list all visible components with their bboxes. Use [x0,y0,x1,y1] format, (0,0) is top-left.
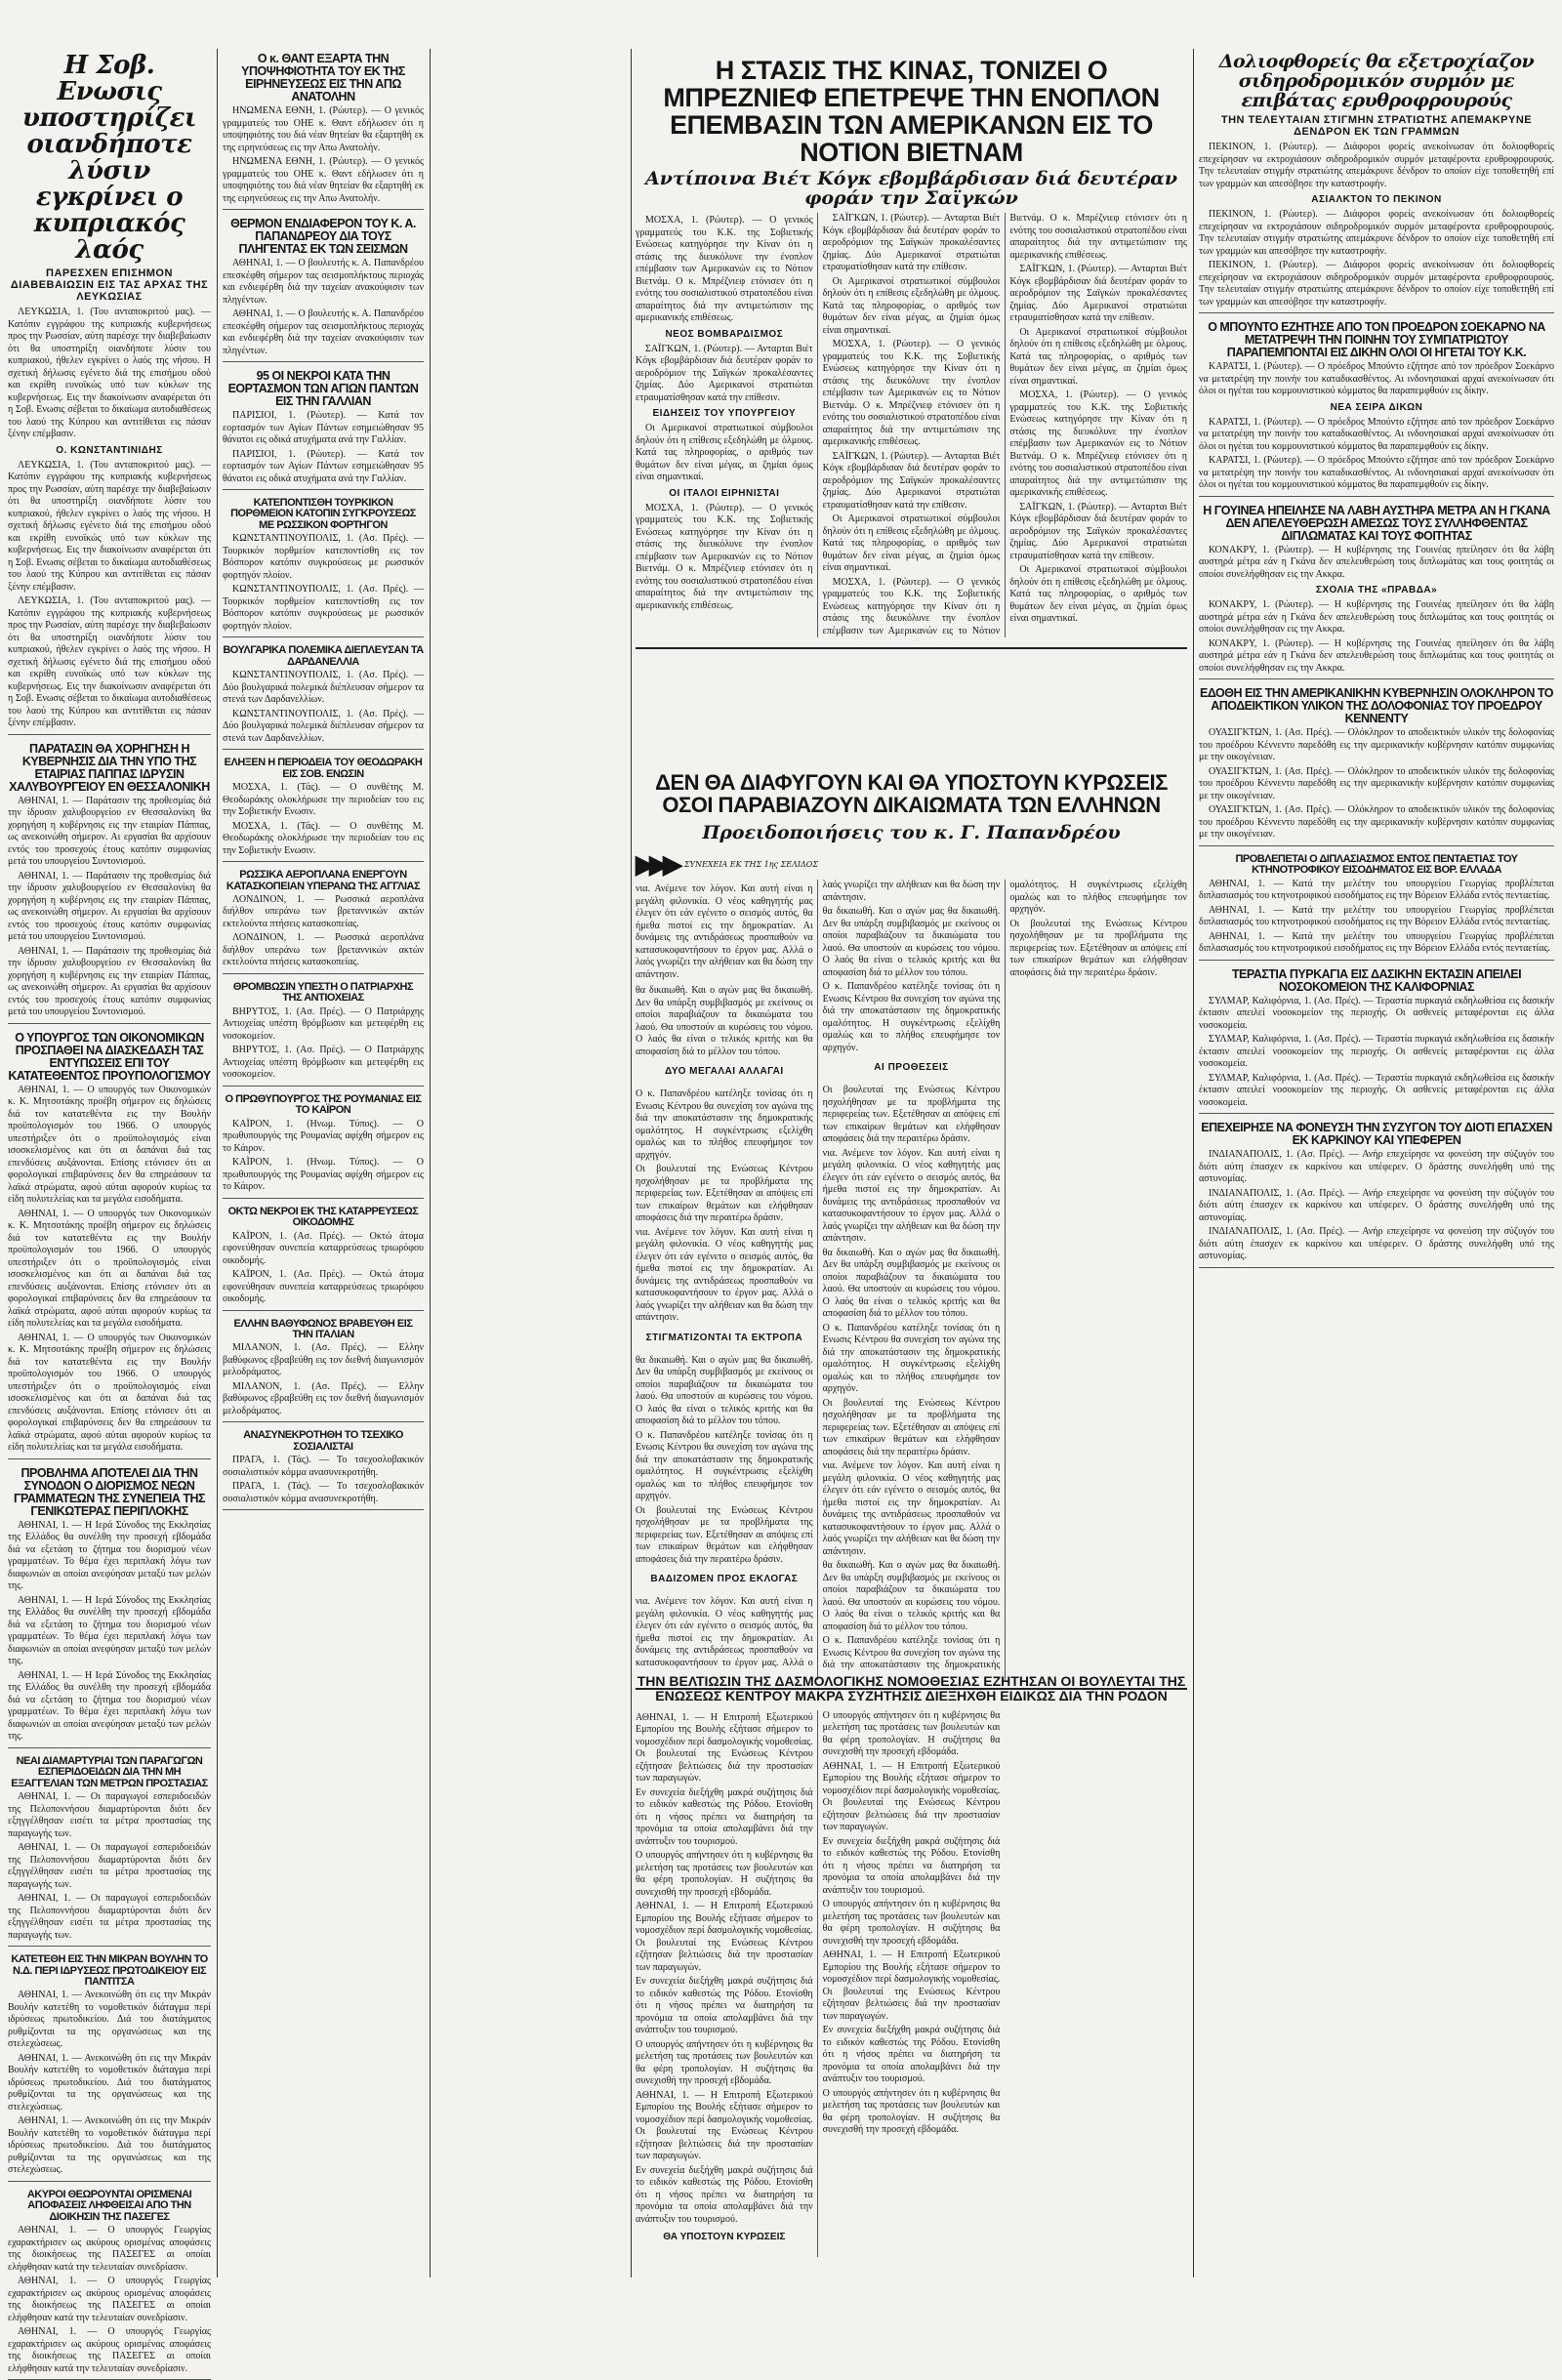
article-body: νια. Ανέμενε τον λόγον. Και αυτή είναι η μεγάλη φιλονικία. Ο νέος καθηγητής μας έλεγεν ότι εάν εγένετο ο σεισμός αυτός, θα ήμεθα πιστοί εις την δημοκρατίαν. Αι δυνάμεις της αντιδράσεως προσπαθούν να κατασυκοφαντήσουν το έργον μας. Αλλά ο λαός γνωρίζει την αλήθειαν και θα δώση την απάντησιν. [636,883,813,980]
article [223,1092,424,1199]
article-body: ΜΟΣΧΑ, 1. (Ρώυτερ). — Ο γενικός γραμματεύς του Κ.Κ. της Σοβιετικής Ενώσεως κατηγόρησε την Κίναν ότι η στάσις της διευκόλυνε την ένοπλον επέμβασιν των Αμερικανών εις το Νότιον Βιετνάμ. Ο κ. Μπρέζνιεφ ετόνισεν ότι η ενότης του σοσιαλιστικού στρατοπέδου είναι απαραίτητος διά την αντιμετώπισιν της αμερικανικής επιθέσεως. [636,502,813,611]
article [223,1205,424,1311]
article-body: Οι βουλευταί της Ενώσεως Κέντρου ησχολήθησαν με τα προβλήματα της περιφερείας των. Εξετέθησαν αι απόψεις επί των επικαίρων θεμάτων και ελήφθησαν αποφάσεις διά την περαιτέρω δράσιν. [822,1085,1001,1145]
column-1 [8,51,211,2374]
article-body: ΑΘΗΝΑΙ, 1. — Κατά την μελέτην του υπουργείου Γεωργίας προβλέπεται διπλασιασμός του κτηνοτροφικού εισοδήματος εις την Βόρειον Ελλάδα εντός πενταετίας. [1199,930,1554,955]
article [8,2188,211,2380]
article [1199,852,1554,961]
column-rule [430,49,431,2277]
section-kicker: ΝΕΑ ΣΕΙΡΑ ΔΙΚΩΝ [1330,401,1423,413]
article-headline: Ο ΠΡΩΘΥΠΟΥΡΓΟΣ ΤΗΣ ΡΟΥΜΑΝΙΑΣ ΕΙΣ ΤΟ ΚΑΪΡΟΝ [225,1092,422,1117]
section-kicker: ΘΑ ΥΠΟΣΤΟΥΝ ΚΥΡΩΣΕΙΣ [663,2232,786,2243]
article-body: ΜΙΛΑΝΟΝ, 1. (Ασ. Πρές). — Ελλην βαθύφωνος εβραβεύθη εις τον διεθνή διαγωνισμόν μελοδράματος. [223,1380,424,1416]
article-headline: ΕΠΕΧΕΙΡΗΣΕ ΝΑ ΦΟΝΕΥΣΗ ΤΗΝ ΣΥΖΥΓΟΝ ΤΟΥ ΔΙΟΤΙ ΕΠΑΣΧΕΝ ΕΚ ΚΑΡΚΙΝΟΥ ΚΑΙ ΥΠΕΦΕΡΕΝ [1201,1121,1552,1148]
article [8,1465,211,1748]
article-body: ΗΝΩΜΕΝΑ ΕΘΝΗ, 1. (Ρώυτερ). — Ο γενικός γραμματεύς του ΟΗΕ κ. Θαντ εδήλωσεν ότι η υποψηφιότης του διά νέαν θητείαν θα εξαρτηθή εκ της ειρηνεύσεως εις την Απω Ανατολήν. [223,156,424,204]
article-body: Ο κ. Παπανδρέου κατέληξε τονίσας ότι η Ενωσις Κέντρου θα συνεχίση τον αγώνα της διά την αποκατάστασιν της δημοκρατικής ομαλότητος. Η συγκέντρωσις εξελίχθη ομαλώς και το πλήθος επευφήμησε τον αρχηγόν. [822,880,1187,1671]
article-body: ΑΘΗΝΑΙ, 1. — Ο υπουργός Γεωργίας εχαρακτήρισεν ως ακύρους ορισμένας αποφάσεις της διοικήσεως της ΠΑΣΕΓΕΣ αι οποίαι ελήφθησαν κατά την τελευταίαν συνεδρίασιν. [8,2225,211,2273]
section-kicker: ΣΧΟΛΙΑ ΤΗΣ «ΠΡΑΒΔΑ» [1315,585,1438,596]
article-body: ΑΘΗΝΑΙ, 1. — Η Επιτροπή Εξωτερικού Εμπορίου της Βουλής εξήτασε σήμερον το νομοσχέδιον περί δασμολογικής νομοθεσίας. Οι βουλευταί της Ενώσεως Κέντρου εζήτησαν βελτιώσεις διά την προστασίαν των παραγωγών. [636,2089,813,2162]
article [1199,51,1554,313]
article-body: ΑΘΗΝΑΙ, 1. — Η Ιερά Σύνοδος της Εκκλησίας της Ελλάδος θα συνέλθη την προσεχή εβδομάδα διά να εξετάση το ζήτημα του διορισμού νέων γραμματέων. Το θέμα έχει περιπλακή λόγω των διαφωνιών αι οποίαι ανεφύησαν μεταξύ των μελών της. [8,1669,211,1743]
article-body: θα δικαιωθή. Και ο αγών μας θα δικαιωθή. Δεν θα υπάρξη συμβιβασμός με εκείνους οι οποίοι παραβιάζουν τα δικαιώματα του λαού. Θα υποστούν αι κυρώσεις του νόμου. Ο λαός θα είναι ο τελικός κριτής και θα αποφασίση διά το μέλλον του τόπου. [822,1247,1001,1320]
article-headline: ΘΡΟΜΒΩΣΙΝ ΥΠΕΣΤΗ Ο ΠΑΤΡΙΑΡΧΗΣ ΤΗΣ ΑΝΤΙΟΧΕΙΑΣ [232,980,414,1005]
feature-subheadline: Προειδοποιήσεις του κ. Γ. Παπανδρέου [702,822,1121,844]
article-body: ΠΕΚΙΝΟΝ, 1. (Ρώυτερ). — Διάφοροι φορείς ανεκοίνωσαν ότι δολιοφθορείς επεχείρησαν να εκτροχιάσουν σιδηροδρομικόν συρμόν μεταφέροντα ερυθροφρουρούς. Την τελευταίαν στιγμήν στρατιώτης απεμάκρυνε δένδρον το οποίον είχε τοποθετηθή επί των γραμμών και απεσόβησε την καταστροφήν. [1199,260,1554,308]
section-kicker: ΣΤΙΓΜΑΤΙΖΟΝΤΑΙ ΤΑ ΕΚΤΡΟΠΑ [645,1332,803,1343]
article-body: ΣΑΪΓΚΩΝ, 1. (Ρώυτερ). — Ανταρται Βιέτ Κόγκ εβομβάρδισαν διά δευτέραν φοράν το αεροδρόμιον της Σαϊγκών προκαλέσαντες ζημίας. Δύο Αμερικανοί στρατιώται ετραυματίσθησαν κατά την επίθεσιν. [1009,264,1187,324]
article-body: ΙΝΔΙΑΝΑΠΟΛΙΣ, 1. (Ασ. Πρές). — Ανήρ επεχείρησε να φονεύση την σύζυγόν του διότι αύτη έπασχεν εκ καρκίνου και υπέφερεν. Ο δράστης συνελήφθη υπό της αστυνομίας. [1199,1226,1554,1262]
article-body: ΚΩΝΣΤΑΝΤΙΝΟΥΠΟΛΙΣ, 1. (Ασ. Πρές). — Τουρκικόν πορθμείον κατεποντίσθη εις τον Βόσπορον κατόπιν συγκρούσεως με ρωσσικόν φορτηγόν πλοίον. [223,584,424,632]
section-kicker: ΑΣΙΑΛΚΤΟΝ ΤΟ ΠΕΚΙΝΟΝ [1311,194,1442,206]
article-body: Οι βουλευταί της Ενώσεως Κέντρου ησχολήθησαν με τα προβλήματα της περιφερείας των. Εξετέθησαν αι απόψεις επί των επικαίρων θεμάτων και ελήφθησαν αποφάσεις διά την περαιτέρω δράσιν. [636,1164,813,1224]
article-body: Εν συνεχεία διεξήχθη μακρά συζήτησις διά το ειδικόν καθεστώς της Ρόδου. Ετονίσθη ότι η νήσος πρέπει να διατηρήση τα προνόμια τα οποία απολαμβάνει διά την ανάπτυξιν του τουρισμού. [822,1835,1001,1896]
article-body: θα δικαιωθή. Και ο αγών μας θα δικαιωθή. Δεν θα υπάρξη συμβιβασμός με εκείνους οι οποίοι παραβιάζουν τα δικαιώματα του λαού. Θα υποστούν αι κυρώσεις του νόμου. Ο λαός θα είναι ο τελικός κριτής και θα αποφασίση διά το μέλλον του τόπου. [636,985,813,1057]
article-body: ΠΕΚΙΝΟΝ, 1. (Ρώυτερ). — Διάφοροι φορείς ανεκοίνωσαν ότι δολιοφθορείς επεχείρησαν να εκτροχιάσουν σιδηροδρομικόν συρμόν μεταφέροντα ερυθροφρουρούς. Την τελευταίαν στιγμήν στρατιώτης απεμάκρυνε δένδρον το οποίον είχε τοποθετηθή επί των γραμμών και απεσόβησε την καταστροφήν. [1199,209,1554,257]
article-body: Οι βουλευταί της Ενώσεως Κέντρου ησχολήθησαν με τα προβλήματα της περιφερείας των. Εξετέθησαν αι απόψεις επί των επικαίρων θεμάτων και ελήφθησαν αποφάσεις διά την περαιτέρω δράσιν. [636,1504,813,1565]
article-body: θα δικαιωθή. Και ο αγών μας θα δικαιωθή. Δεν θα υπάρξη συμβιβασμός με εκείνους οι οποίοι παραβιάζουν τα δικαιώματα του λαού. Θα υποστούν αι κυρώσεις του νόμου. Ο λαός θα είναι ο τελικός κριτής και θα αποφασίση διά το μέλλον του τόπου. [822,906,1001,978]
article [223,51,424,210]
article-body: ΗΝΩΜΕΝΑ ΕΘΝΗ, 1. (Ρώυτερ). — Ο γενικός γραμματεύς του ΟΗΕ κ. Θαντ εδήλωσεν ότι η υποψηφιότης του διά νέαν θητείαν θα εξαρτηθή εκ της ειρηνεύσεως εις την Απω Ανατολήν. [223,105,424,153]
article-body: ΚΑΪΡΟΝ, 1. (Ασ. Πρές). — Οκτώ άτομα εφονεύθησαν συνεπεία καταρρεύσεως τριωρόφου οικοδομής. [223,1269,424,1305]
article-body: ΚΟΝΑΚΡΥ, 1. (Ρώυτερ). — Η κυβέρνησις της Γουινέας ηπείλησεν ότι θα λάβη αυστηρά μέτρα εάν η Γκάνα δεν απελευθερώση τους διπλωμάτας και τους φοιτητάς οι οποίοι συνελήφθησαν εις την Ακκρα. [1199,599,1554,636]
article-body: ΚΩΝΣΤΑΝΤΙΝΟΥΠΟΛΙΣ, 1. (Ασ. Πρές). — Τουρκικόν πορθμείον κατεποντίσθη εις τον Βόσπορον κατόπιν συγκρούσεως με ρωσσικόν φορτηγόν πλοίον. [223,533,424,581]
article-body: ΚΑΪΡΟΝ, 1. (Ηνωμ. Τύπος). — Ο πρωθυπουργός της Ρουμανίας αφίχθη σήμερον εις το Κάιρον. [223,1118,424,1154]
article [8,741,211,1024]
article-body: ΚΑΡΑΤΣΙ, 1. (Ρώυτερ). — Ο πρόεδρος Μπούντο εζήτησε από τον πρόεδρον Σοεκάρνο να μετατρέψη την ποινήν του καταδικασθέντος. Αι ινδονησιακαί αρχαί ανεκοίνωσαν ότι όλοι οι ηγέται του κομμουνιστικού κόμματος θα παραπεμφθούν εις δίκην. [1199,361,1554,397]
article-headline: ΡΩΣΣΙΚΑ ΑΕΡΟΠΛΑΝΑ ΕΝΕΡΓΟΥΝ ΚΑΤΑΣΚΟΠΕΙΑΝ ΥΠΕΡΑΝΩ ΤΗΣ ΑΓΓΛΙΑΣ [226,869,421,892]
article-body: ΣΥΛΜΑΡ, Καλιφόρνια, 1. (Ασ. Πρές). — Τεραστία πυρκαγιά εκδηλωθείσα εις δασικήν έκτασιν απειλεί νοσοκομείον της περιοχής. Οι ασθενείς μεταφέρονται εις άλλα νοσοκομεία. [1199,1072,1554,1108]
article-body: νια. Ανέμενε τον λόγον. Και αυτή είναι η μεγάλη φιλονικία. Ο νέος καθηγητής μας έλεγεν ότι εάν εγένετο ο σεισμός αυτός, θα ήμεθα πιστοί εις την δημοκρατίαν. Αι δυνάμεις της αντιδράσεως προσπαθούν να κατασυκοφαντήσουν το έργον μας. Αλλά ο λαός γνωρίζει την αλήθειαν και θα δώση την απάντησιν. [636,1226,813,1324]
article-body: ΒΗΡΥΤΟΣ, 1. (Ασ. Πρές). — Ο Πατριάρχης Αντιοχείας υπέστη θρόμβωσιν και μετεφέρθη εις νοσοκομείον. [223,1045,424,1081]
article [8,1030,211,1459]
column-2 [223,51,424,2277]
article-body: ΛΕΥΚΩΣΙΑ, 1. (Του ανταποκριτού μας). — Κατόπιν εγγράφου της κυπριακής κυβερνήσεως προς την Ρωσσίαν, αύτη παρέσχε την διαβεβαίωσιν ότι θα υποστηρίξη οιανδήποτε λύσιν του κυπριακού, ήθελεν εγκρίνει ο λαός της νήσου. Η σχετική δήλωσις εγένετο διά της επισήμου οδού και εκρίθη ευνοϊκώς υπό των κύκλων της κυβερνήσεως. Εις την διακοίνωσιν αναφέρεται ότι η Σοβ. Ενωσις σέβεται το δικαίωμα αυτοδιαθέσεως του λαού της Κύπρου και αντιτίθεται εις πάσαν ξένην επέμβασιν. [8,459,211,593]
article [8,1952,211,2182]
article-body: ΠΡΑΓΑ, 1. (Τάς). — Το τσεχοσλοβακικόν σοσιαλιστικόν κόμμα ανασυνεκροτήθη. [223,1481,424,1504]
article-body: ΜΟΣΧΑ, 1. (Τάς). — Ο συνθέτης Μ. Θεοδωράκης ολοκλήρωσε την περιοδείαν του εις την Σοβιετικήν Ενωσιν. [223,782,424,818]
article-body: ΑΘΗΝΑΙ, 1. — Κατά την μελέτην του υπουργείου Γεωργίας προβλέπεται διπλασιασμός του κτηνοτροφικού εισοδήματος εις την Βόρειον Ελλάδα εντός πενταετίας. [1199,878,1554,902]
article-headline: 95 ΟΙ ΝΕΚΡΟΙ ΚΑΤΑ ΤΗΝ ΕΟΡΤΑΣΜΟΝ ΤΩΝ ΑΓΙΩΝ ΠΑΝΤΩΝ ΕΙΣ ΤΗΝ ΓΑΛΛΙΑΝ [227,369,419,408]
article-body: ΚΟΝΑΚΡΥ, 1. (Ρώυτερ). — Η κυβέρνησις της Γουινέας ηπείλησεν ότι θα λάβη αυστηρά μέτρα εάν η Γκάνα δεν απελευθερώση τους διπλωμάτας και τους φοιτητάς οι οποίοι συνελήφθησαν εις την Ακκρα. [1199,544,1554,580]
article-body: νια. Ανέμενε τον λόγον. Και αυτή είναι η μεγάλη φιλονικία. Ο νέος καθηγητής μας έλεγεν ότι εάν εγένετο ο σεισμός αυτός, θα ήμεθα πιστοί εις την δημοκρατίαν. Αι δυνάμεις της αντιδράσεως προσπαθούν να κατασυκοφαντήσουν το έργον μας. Αλλά ο λαός γνωρίζει την αλήθειαν και θα δώση την απάντησιν. [822,1147,1001,1245]
article-body: ΜΟΣΧΑ, 1. (Τάς). — Ο συνθέτης Μ. Θεοδωράκης ολοκλήρωσε την περιοδείαν του εις την Σοβιετικήν Ενωσιν. [223,820,424,856]
article-body: ΛΕΥΚΩΣΙΑ, 1. (Του ανταποκριτού μας). — Κατόπιν εγγράφου της κυπριακής κυβερνήσεως προς την Ρωσσίαν, αύτη παρέσχε την διαβεβαίωσιν ότι θα υποστηρίξη οιανδήποτε λύσιν του κυπριακού, ήθελεν εγκρίνει ο λαός της νήσου. Η σχετική δήλωσις εγένετο διά της επισήμου οδού και εκρίθη ευνοϊκώς υπό των κύκλων της κυβερνήσεως. Εις την διακοίνωσιν αναφέρεται ότι η Σοβ. Ενωσις σέβεται το δικαίωμα αυτοδιαθέσεως του λαού της Κύπρου και αντιτίθεται εις πάσαν ξένην επέμβασιν. [8,307,211,440]
article-body: ΠΡΑΓΑ, 1. (Τάς). — Το τσεχοσλοβακικόν σοσιαλιστικόν κόμμα ανασυνεκροτήθη. [223,1455,424,1478]
bottom-headline: ΤΗΝ ΒΕΛΤΙΩΣΙΝ ΤΗΣ ΔΑΣΜΟΛΟΓΙΚΗΣ ΝΟΜΟΘΕΣΙΑΣ ΕΖΗΤΗΣΑΝ ΟΙ ΒΟΥΛΕΥΤΑΙ ΤΗΣ ΕΝΩΣΕΩΣ ΚΕΝΤΡΟΥ ΜΑΚΡΑ ΣΥΖΗΤΗΣΙΣ ΔΙΕΞΗΧΘΗ ΕΙΔΙΚΩΣ ΔΙΑ ΤΗΝ ΡΟΔΟΝ [637,1673,1186,1704]
article-body: Ο υπουργός απήντησεν ότι η κυβέρνησις θα μελετήση τας προτάσεις των βουλευτών και θα φέρη τροπολογίαν. Η συζήτησις θα συνεχισθή την προσεχή εβδομάδα. [636,1850,813,1898]
article-subheadline: ΤΗΝ ΤΕΛΕΥΤΑΙΑΝ ΣΤΙΓΜΗΝ ΣΤΡΑΤΙΩΤΗΣ ΑΠΕΜΑΚΡΥΝΕ ΔΕΝΔΡΟΝ ΕΚ ΤΩΝ ΓΡΑΜΜΩΝ [1220,114,1533,139]
article-body: ΚΑΡΑΤΣΙ, 1. (Ρώυτερ). — Ο πρόεδρος Μπούντο εζήτησε από τον πρόεδρον Σοεκάρνο να μετατρέψη την ποινήν του καταδικασθέντος. Αι ινδονησιακαί αρχαί ανεκοίνωσαν ότι όλοι οι ηγέται του κομμουνιστικού κόμματος θα παραπεμφθούν εις δίκην. [1199,416,1554,452]
article-body: Ο υπουργός απήντησεν ότι η κυβέρνησις θα μελετήση τας προτάσεις των βουλευτών και θα φέρη τροπολογίαν. Η συζήτησις θα συνεχισθή την προσεχή εβδομάδα. [636,2038,813,2087]
column-6 [1199,51,1554,2277]
article-body: Ο υπουργός απήντησεν ότι η κυβέρνησις θα μελετήση τας προτάσεις των βουλευτών και θα φέρη τροπολογίαν. Η συζήτησις θα συνεχισθή την προσεχή εβδομάδα. [822,1709,1001,1758]
article-body: ΑΘΗΝΑΙ, 1. — Ο υπουργός Γεωργίας εχαρακτήρισεν ως ακύρους ορισμένας αποφάσεις της διοικήσεως της ΠΑΣΕΓΕΣ αι οποίαι ελήφθησαν κατά την τελευταίαν συνεδρίασιν. [8,2326,211,2374]
article-body: Οι Αμερικανοί στρατιωτικοί σύμβουλοι δηλούν ότι η επίθεσις εξεδηλώθη με όλμους. Κατά τας πληροφορίας, ο αριθμός των θυμάτων δεν είναι μέγας, αι ζημίαι όμως είναι σημαντικαί. [822,513,1001,574]
section-kicker: ΒΑΔΙΖΟΜΕΝ ΠΡΟΣ ΕΚΛΟΓΑΣ [650,1574,799,1585]
article [1199,319,1554,497]
article-headline: ΑΝΑΣΥΝΕΚΡΟΤΗΘΗ ΤΟ ΤΣΕΧΙΚΟ ΣΟΣΙΑΛΙΣΤΑΙ [243,1429,403,1453]
article-body: ΜΙΛΑΝΟΝ, 1. (Ασ. Πρές). — Ελλην βαθύφωνος εβραβεύθη εις τον διεθνή διαγωνισμόν μελοδράματος. [223,1342,424,1378]
article-body: Εν συνεχεία διεξήχθη μακρά συζήτησις διά το ειδικόν καθεστώς της Ρόδου. Ετονίσθη ότι η νήσος πρέπει να διατηρήση τα προνόμια τα οποία απολαμβάνει διά την ανάπτυξιν του τουρισμού. [636,1976,813,2036]
banner-headline: Η ΣΤΑΣΙΣ ΤΗΣ ΚΙΝΑΣ, ΤΟΝΙΖΕΙ Ο ΜΠΡΕΖΝΙΕΦ ΕΠΕΤΡΕΨΕ ΤΗΝ ΕΝΟΠΛΟΝ ΕΠΕΜΒΑΣΙΝ ΤΩΝ ΑΜΕΡΙΚΑΝΩΝ ΕΙΣ ΤΟ ΝΟΤΙΟΝ ΒΙΕΤΝΑΜ [663,56,1160,168]
article-body: ΑΘΗΝΑΙ, 1. — Παράτασιν της προθεσμίας διά την ίδρυσιν χαλυβουργείου εν Θεσσαλονίκη θα χορηγήση η κυβέρνησις εις την εταιρίαν Πάππας, ως ανεκοινώθη σήμερον. Αι εργασίαι θα αρχίσουν εντός του προσεχούς έτους κατόπιν συμφωνίας μετά του υπουργείου Συντονισμού. [8,795,211,868]
section-kicker: ΝΕΟΣ ΒΟΜΒΑΡΔΙΣΜΟΣ [665,328,784,340]
article [223,216,424,362]
article-body: ΣΑΪΓΚΩΝ, 1. (Ρώυτερ). — Ανταρται Βιέτ Κόγκ εβομβάρδισαν διά δευτέραν φοράν το αεροδρόμιον της Σαϊγκών προκαλέσαντες ζημίας. Δύο Αμερικανοί στρατιώται ετραυματίσθησαν κατά την επίθεσιν. [822,450,1001,511]
column-rule [217,49,218,2277]
article-body: ΑΘΗΝΑΙ, 1. — Ο υπουργός των Οικονομικών κ. Κ. Μητσοτάκης προέβη σήμερον εις δηλώσεις διά τον κατατεθέντα εις την Βουλήν προϋπολογισμόν του 1966. Ο υπουργός υπεστήριξεν ότι ο προϋπολογισμός είναι ισοσκελισμένος και ότι αι δαπάναι διά τας επενδύσεις αυξάνονται. Επίσης ετόνισεν ότι αι φορολογικαί επιβαρύνσεις δεν θα επηρεάσουν τα λαϊκά στρώματα, αφού αύται αφορούν κυρίως τα είδη πολυτελείας και τα μεγάλα εισοδήματα. [8,1208,211,1330]
article-body: ΑΘΗΝΑΙ, 1. — Ο βουλευτής κ. Α. Παπανδρέου επεσκέφθη σήμερον τας σεισμοπλήκτους περιοχάς και ενδιεφέρθη διά την ταχείαν ανακούφισιν των πληγέντων. [223,258,424,306]
article-body: ΑΘΗΝΑΙ, 1. — Ο υπουργός Γεωργίας εχαρακτήρισεν ως ακύρους ορισμένας αποφάσεις της διοικήσεως της ΠΑΣΕΓΕΣ αι οποίαι ελήφθησαν κατά την τελευταίαν συνεδρίασιν. [8,2276,211,2323]
article-headline: ΠΑΡΑΤΑΣΙΝ ΘΑ ΧΟΡΗΓΗΣΗ Η ΚΥΒΕΡΝΗΣΙΣ ΔΙΑ ΤΗΝ ΥΠΟ ΤΗΣ ΕΤΑΙΡΙΑΣ ΠΑΠΠΑΣ ΙΔΡΥΣΙΝ ΧΑΛΥΒΟΥΡΓΕΙΟΥ ΕΝ ΘΕΣΣΑΛΟΝΙΚΗ [9,741,210,794]
article-headline: ΠΡΟΒΛΕΠΕΤΑΙ Ο ΔΙΠΛΑΣΙΑΣΜΟΣ ΕΝΤΟΣ ΠΕΝΤΑΕΤΙΑΣ ΤΟΥ ΚΤΗΝΟΤΡΟΦΙΚΟΥ ΕΙΣΟΔΗΜΑΤΟΣ ΕΙΣ ΒΟΡ. ΕΛΛΑΔΑ [1235,852,1518,877]
article [8,1754,211,1947]
article-body: ΜΟΣΧΑ, 1. (Ρώυτερ). — Ο γενικός γραμματεύς του Κ.Κ. της Σοβιετικής Ενώσεως κατηγόρησε την Κίναν ότι η στάσις της διευκόλυνε την ένοπλον επέμβασιν των Αμερικανών εις το Νότιον Βιετνάμ. Ο κ. Μπρέζνιεφ ετόνισεν ότι η ενότης του σοσιαλιστικού στρατοπέδου είναι απαραίτητος διά την αντιμετώπισιν της αμερικανικής επιθέσεως. [822,213,1187,636]
article-body: ΣΥΛΜΑΡ, Καλιφόρνια, 1. (Ασ. Πρές). — Τεραστία πυρκαγιά εκδηλωθείσα εις δασικήν έκτασιν απειλεί νοσοκομείον της περιοχής. Οι ασθενείς μεταφέρονται εις άλλα νοσοκομεία. [1199,995,1554,1031]
article-body: θα δικαιωθή. Και ο αγών μας θα δικαιωθή. Δεν θα υπάρξη συμβιβασμός με εκείνους οι οποίοι παραβιάζουν τα δικαιώματα του λαού. Θα υποστούν αι κυρώσεις του νόμου. Ο λαός θα είναι ο τελικός κριτής και θα αποφασίση διά το μέλλον του τόπου. [636,1354,813,1427]
article-body: Οι Αμερικανοί στρατιωτικοί σύμβουλοι δηλούν ότι η επίθεσις εξεδηλώθη με όλμους. Κατά τας πληροφορίας, ο αριθμός των θυμάτων δεν είναι μέγας, αι ζημίαι όμως είναι σημαντικαί. [636,423,813,483]
article-body: ΑΘΗΝΑΙ, 1. — Η Ιερά Σύνοδος της Εκκλησίας της Ελλάδος θα συνέλθη την προσεχή εβδομάδα διά να εξετάση το ζήτημα του διορισμού νέων γραμματέων. Το θέμα έχει περιπλακή λόγω των διαφωνιών αι οποίαι ανεφύησαν μεταξύ των μελών της. [8,1594,211,1667]
article-body: ΟΥΑΣΙΓΚΤΩΝ, 1. (Ασ. Πρές). — Ολόκληρον το αποδεικτικόν υλικόν της δολοφονίας του προέδρου Κέννεντυ παρεδόθη εις την αμερικανικήν κυβέρνησιν κατόπιν συμφωνίας με την οικογένειαν. [1199,727,1554,763]
article-headline: ΘΕΡΜΟΝ ΕΝΔΙΑΦΕΡΟΝ ΤΟΥ Κ. Α. ΠΑΠΑΝΔΡΕΟΥ ΔΙΑ ΤΟΥΣ ΠΛΗΓΕΝΤΑΣ ΕΚ ΤΩΝ ΣΕΙΣΜΩΝ [230,217,416,256]
feature-headline: ΔΕΝ ΘΑ ΔΙΑΦΥΓΟΥΝ ΚΑΙ ΘΑ ΥΠΟΣΤΟΥΝ ΚΥΡΩΣΕΙΣ ΟΣΟΙ ΠΑΡΑΒΙΑΖΟΥΝ ΔΙΚΑΙΩΜΑΤΑ ΤΩΝ ΕΛΛΗΝΩΝ [655,770,1168,818]
article-body: ΑΘΗΝΑΙ, 1. — Ανεκοινώθη ότι εις την Μικράν Βουλήν κατετέθη το νομοθετικόν διάταγμα περί ιδρύσεως πρωτοδικείου. Διά του διατάγματος ρυθμίζονται τα της οργανώσεως και της στελεχώσεως. [8,1990,211,2050]
article-body: ΛΕΥΚΩΣΙΑ, 1. (Του ανταποκριτού μας). — Κατόπιν εγγράφου της κυπριακής κυβερνήσεως προς την Ρωσσίαν, αύτη παρέσχε την διαβεβαίωσιν ότι θα υποστηρίξη οιανδήποτε λύσιν του κυπριακού, ήθελεν εγκρίνει ο λαός της νήσου. Η σχετική δήλωσις εγένετο διά της επισήμου οδού και εκρίθη ευνοϊκώς υπό των κύκλων της κυβερνήσεως. Εις την διακοίνωσιν αναφέρεται ότι η Σοβ. Ενωσις σέβεται το δικαίωμα αυτοδιαθέσεως του λαού της Κύπρου και αντιτίθεται εις πάσαν ξένην επέμβασιν. [8,595,211,729]
article-body: ΟΥΑΣΙΓΚΤΩΝ, 1. (Ασ. Πρές). — Ολόκληρον το αποδεικτικόν υλικόν της δολοφονίας του προέδρου Κέννεντυ παρεδόθη εις την αμερικανικήν κυβέρνησιν κατόπιν συμφωνίας με την οικογένειαν. [1199,765,1554,801]
section-kicker: ΔΥΟ ΜΕΓΑΛΑΙ ΑΛΛΑΓΑΙ [665,1066,784,1078]
article-body: ΛΟΝΔΙΝΟΝ, 1. — Ρωσσικά αεροπλάνα διήλθον υπεράνω των βρεταννικών ακτών εκτελούντα πτήσεις κατασκοπείας. [223,932,424,968]
article-body: ΑΘΗΝΑΙ, 1. — Η Επιτροπή Εξωτερικού Εμπορίου της Βουλής εξήτασε σήμερον το νομοσχέδιον περί δασμολογικής νομοθεσίας. Οι βουλευταί της Ενώσεως Κέντρου εζήτησαν βελτιώσεις διά την προστασίαν των παραγωγών. [822,1949,1001,2022]
article-body: ΚΑΪΡΟΝ, 1. (Ηνωμ. Τύπος). — Ο πρωθυπουργός της Ρουμανίας αφίχθη σήμερον εις το Κάιρον. [223,1157,424,1193]
article-body: Οι Αμερικανοί στρατιωτικοί σύμβουλοι δηλούν ότι η επίθεσις εξεδηλώθη με όλμους. Κατά τας πληροφορίας, ο αριθμός των θυμάτων δεν είναι μέγας, αι ζημίαι όμως είναι σημαντικαί. [1009,564,1187,625]
article-body: ΑΘΗΝΑΙ, 1. — Ο βουλευτής κ. Α. Παπανδρέου επεσκέφθη σήμερον τας σεισμοπλήκτους περιοχάς και ενδιεφέρθη διά την ταχείαν ανακούφισιν των πληγέντων. [223,308,424,356]
section-kicker: ΟΙ ΙΤΑΛΟΙ ΕΙΡΗΝΙΣΤΑΙ [669,487,780,499]
article-body: Ο κ. Παπανδρέου κατέληξε τονίσας ότι η Ενωσις Κέντρου θα συνεχίση τον αγώνα της διά την αποκατάστασιν της δημοκρατικής ομαλότητος. Η συγκέντρωσις εξελίχθη ομαλώς και το πλήθος επευφήμησε τον αρχηγόν. [822,1322,1001,1395]
article-body: ΑΘΗΝΑΙ, 1. — Η Επιτροπή Εξωτερικού Εμπορίου της Βουλής εξήτασε σήμερον το νομοσχέδιον περί δασμολογικής νομοθεσίας. Οι βουλευταί της Ενώσεως Κέντρου εζήτησαν βελτιώσεις διά την προστασίαν των παραγωγών. [636,1711,813,1785]
article-body: ΙΝΔΙΑΝΑΠΟΛΙΣ, 1. (Ασ. Πρές). — Ανήρ επεχείρησε να φονεύση την σύζυγόν του διότι αύτη έπασχεν εκ καρκίνου και υπέφερεν. Ο δράστης συνελήφθη υπό της αστυνομίας. [1199,1187,1554,1223]
article-headline: Η Σοβ. Ενωσις υποστηρίζει οιανδήποτε λύσιν εγκρίνει ο κυπριακός λαός [21,51,197,266]
section-kicker: ΑΙ ΠΡΟΘΕΣΕΙΣ [874,1062,949,1074]
article [1199,685,1554,846]
article-body: Εν συνεχεία διεξήχθη μακρά συζήτησις διά το ειδικόν καθεστώς της Ρόδου. Ετονίσθη ότι η νήσος πρέπει να διατηρήση τα προνόμια τα οποία απολαμβάνει διά την ανάπτυξιν του τουρισμού. [822,2025,1001,2085]
article-body: θα δικαιωθή. Και ο αγών μας θα δικαιωθή. Δεν θα υπάρξη συμβιβασμός με εκείνους οι οποίοι παραβιάζουν τα δικαιώματα του λαού. Θα υποστούν αι κυρώσεις του νόμου. Ο λαός θα είναι ο τελικός κριτής και θα αποφασίση διά το μέλλον του τόπου. [822,1560,1001,1632]
banner-article [636,55,1187,657]
article-body: ΚΩΝΣΤΑΝΤΙΝΟΥΠΟΛΙΣ, 1. (Ασ. Πρές). — Δύο βουλγαρικά πολεμικά διέπλευσαν σήμερον τα στενά των Δαρδανελλίων. [223,670,424,706]
article-headline: ΠΡΟΒΛΗΜΑ ΑΠΟΤΕΛΕΙ ΔΙΑ ΤΗΝ ΣΥΝΟΔΟΝ Ο ΔΙΟΡΙΣΜΟΣ ΝΕΩΝ ΓΡΑΜΜΑΤΕΩΝ ΤΗΣ ΣΥΝΕΠΕΙΑ ΤΗΣ ΓΕΝΙΚΩΤΕΡΑΣ ΠΕΡΙΠΛΟΚΗΣ [13,1465,206,1518]
article-body: Εν συνεχεία διεξήχθη μακρά συζήτησις διά το ειδικόν καθεστώς της Ρόδου. Ετονίσθη ότι η νήσος πρέπει να διατηρήση τα προνόμια τα οποία απολαμβάνει διά την ανάπτυξιν του τουρισμού. [636,2164,813,2225]
article-body: ΜΟΣΧΑ, 1. (Ρώυτερ). — Ο γενικός γραμματεύς του Κ.Κ. της Σοβιετικής Ενώσεως κατηγόρησε την Κίναν ότι η στάσις της διευκόλυνε την ένοπλον επέμβασιν των Αμερικανών εις το Νότιον Βιετνάμ. Ο κ. Μπρέζνιεφ ετόνισεν ότι η ενότης του σοσιαλιστικού στρατοπέδου είναι απαραίτητος διά την αντιμετώπισιν της αμερικανικής επιθέσεως. [822,339,1001,448]
article-body: ΑΘΗΝΑΙ, 1. — Παράτασιν της προθεσμίας διά την ίδρυσιν χαλυβουργείου εν Θεσσαλονίκη θα χορηγήση η κυβέρνησις εις την εταιρίαν Πάππας, ως ανεκοινώθη σήμερον. Αι εργασίαι θα αρχίσουν εντός του προσεχούς έτους κατόπιν συμφωνίας μετά του υπουργείου Συντονισμού. [8,945,211,1018]
article-headline: Ο ΜΠΟΥΝΤΟ ΕΖΗΤΗΣΕ ΑΠΟ ΤΟΝ ΠΡΟΕΔΡΟΝ ΣΟΕΚΑΡΝΟ ΝΑ ΜΕΤΑΤΡΕΨΗ ΤΗΝ ΠΟΙΝΗΝ ΤΟΥ ΣΥΜΠΑΤΡΙΩΤΟΥ ΠΑΡΑΠΕΜΠΟΝΤΑΙ ΕΙΣ ΔΙΚΗΝ ΟΛΟΙ ΟΙ ΗΓΕΤΑΙ ΤΟΥ Κ.Κ. [1208,320,1545,360]
article-body: Ο κ. Παπανδρέου κατέληξε τονίσας ότι η Ενωσις Κέντρου θα συνεχίση τον αγώνα της διά την αποκατάστασιν της δημοκρατικής ομαλότητος. Η συγκέντρωσις εξελίχθη ομαλώς και το πλήθος επευφήμησε τον αρχηγόν. [822,981,1001,1053]
article-body: ΒΗΡΥΤΟΣ, 1. (Ασ. Πρές). — Ο Πατριάρχης Αντιοχείας υπέστη θρόμβωσιν και μετεφέρθη εις νοσοκομείον. [223,1005,424,1042]
article-body: ΣΥΛΜΑΡ, Καλιφόρνια, 1. (Ασ. Πρές). — Τεραστία πυρκαγιά εκδηλωθείσα εις δασικήν έκτασιν απειλεί νοσοκομείον της περιοχής. Οι ασθενείς μεταφέρονται εις άλλα νοσοκομεία. [1199,1034,1554,1070]
section-kicker: ΕΙΔΗΣΕΙΣ ΤΟΥ ΥΠΟΥΡΓΕΙΟΥ [652,408,797,420]
article-body: ΠΕΚΙΝΟΝ, 1. (Ρώυτερ). — Διάφοροι φορείς ανεκοίνωσαν ότι δολιοφθορείς επεχείρησαν να εκτροχιάσουν σιδηροδρομικόν συρμόν μεταφέροντα ερυθροφρουρούς. Την τελευταίαν στιγμήν στρατιώτης απεμάκρυνε δένδρον το οποίον είχε τοποθετηθή επί των γραμμών και απεσόβησε την καταστροφήν. [1199,142,1554,189]
banner-subheadline: Αντίποινα Βιέτ Κόγκ εβομβάρδισαν διά δευτέραν φοράν την Σαϊγκών [644,168,1178,210]
article [223,1317,424,1423]
article-headline: ΝΕΑΙ ΔΙΑΜΑΡΤΥΡΙΑΙ ΤΩΝ ΠΑΡΑΓΩΓΩΝ ΕΣΠΕΡΙΔΟΕΙΔΩΝ ΔΙΑ ΤΗΝ ΜΗ ΕΞΑΓΓΕΛΙΑΝ ΤΩΝ ΜΕΤΡΩΝ ΠΡΟΣΤΑΣΙΑΣ [11,1754,208,1789]
article-headline: ΑΚΥΡΟΙ ΘΕΩΡΟΥΝΤΑΙ ΟΡΙΣΜΕΝΑΙ ΑΠΟΦΑΣΕΙΣ ΛΗΦΘΕΙΣΑΙ ΑΠΟ ΤΗΝ ΔΙΟΙΚΗΣΙΝ ΤΗΣ ΠΑΣΕΓΕΣ [26,2188,192,2223]
article-body: ΑΘΗΝΑΙ, 1. — Η Ιερά Σύνοδος της Εκκλησίας της Ελλάδος θα συνέλθη την προσεχή εβδομάδα διά να εξετάση το ζήτημα του διορισμού νέων γραμματέων. Το θέμα έχει περιπλακή λόγω των διαφωνιών αι οποίαι ανεφύησαν μεταξύ των μελών της. [8,1519,211,1592]
article-headline: ΟΚΤΩ ΝΕΚΡΟΙ ΕΚ ΤΗΣ ΚΑΤΑΡΡΕΥΣΕΩΣ ΟΙΚΟΔΟΜΗΣ [227,1205,419,1229]
article-body: Οι βουλευταί της Ενώσεως Κέντρου ησχολήθησαν με τα προβλήματα της περιφερείας των. Εξετέθησαν αι απόψεις επί των επικαίρων θεμάτων και ελήφθησαν αποφάσεις διά την περαιτέρω δράσιν. [822,1397,1001,1457]
section-kicker: Ο. ΚΩΝΣΤΑΝΤΙΝΙΔΗΣ [56,444,163,456]
article-body: νια. Ανέμενε τον λόγον. Και αυτή είναι η μεγάλη φιλονικία. Ο νέος καθηγητής μας έλεγεν ότι εάν εγένετο ο σεισμός αυτός, θα ήμεθα πιστοί εις την δημοκρατίαν. Αι δυνάμεις της αντιδράσεως προσπαθούν να κατασυκοφαντήσουν το έργον μας. Αλλά ο λαός γνωρίζει την αλήθειαν και θα δώση την απάντησιν. [822,1460,1001,1557]
article-body: ΑΘΗΝΑΙ, 1. — Ο υπουργός των Οικονομικών κ. Κ. Μητσοτάκης προέβη σήμερον εις δηλώσεις διά τον κατατεθέντα εις την Βουλήν προϋπολογισμόν του 1966. Ο υπουργός υπεστήριξεν ότι ο προϋπολογισμός είναι ισοσκελισμένος και ότι αι δαπάναι διά τας επενδύσεις αυξάνονται. Επίσης ετόνισεν ότι αι φορολογικαί επιβαρύνσεις δεν θα επηρεάσουν τα λαϊκά στρώματα, αφού αύται αφορούν κυρίως τα είδη πολυτελείας και τα μεγάλα εισοδήματα. [8,1332,211,1454]
article [223,496,424,637]
article-body: ΟΥΑΣΙΓΚΤΩΝ, 1. (Ασ. Πρές). — Ολόκληρον το αποδεικτικόν υλικόν της δολοφονίας του προέδρου Κέννεντυ παρεδόθη εις την αμερικανικήν κυβέρνησιν κατόπιν συμφωνίας με την οικογένειαν. [1199,804,1554,841]
article [223,756,424,862]
article-headline: ΒΟΥΛΓΑΡΙΚΑ ΠΟΛΕΜΙΚΑ ΔΙΕΠΛΕΥΣΑΝ ΤΑ ΔΑΡΔΑΝΕΛΛΙΑ [223,644,424,668]
article-headline: ΕΔΟΘΗ ΕΙΣ ΤΗΝ ΑΜΕΡΙΚΑΝΙΚΗΝ ΚΥΒΕΡΝΗΣΙΝ ΟΛΟΚΛΗΡΟΝ ΤΟ ΑΠΟΔΕΙΚΤΙΚΟΝ ΥΛΙΚΟΝ ΤΗΣ ΔΟΛΟΦΟΝΙΑΣ ΤΟΥ ΠΡΟΕΔΡΟΥ ΚΕΝΝΕΝΤΥ [1200,686,1553,726]
article-body: ΣΑΪΓΚΩΝ, 1. (Ρώυτερ). — Ανταρται Βιέτ Κόγκ εβομβάρδισαν διά δευτέραν φοράν το αεροδρόμιον της Σαϊγκών προκαλέσαντες ζημίας. Δύο Αμερικανοί στρατιώται ετραυματίσθησαν κατά την επίθεσιν. [822,213,1001,273]
article-headline: ΕΛΗΞΕΝ Η ΠΕΡΙΟΔΕΙΑ ΤΟΥ ΘΕΟΔΩΡΑΚΗ ΕΙΣ ΣΟΒ. ΕΝΩΣΙΝ [224,757,423,780]
article-body: ΚΩΝΣΤΑΝΤΙΝΟΥΠΟΛΙΣ, 1. (Ασ. Πρές). — Δύο βουλγαρικά πολεμικά διέπλευσαν σήμερον τα στενά των Δαρδανελλίων. [223,708,424,744]
article [223,1428,424,1510]
article-headline: ΕΛΛΗΝ ΒΑΘΥΦΩΝΟΣ ΒΡΑΒΕΥΘΗ ΕΙΣ ΤΗΝ ΙΤΑΛΙΑΝ [233,1317,413,1340]
article-body: ΣΑΪΓΚΩΝ, 1. (Ρώυτερ). — Ανταρται Βιέτ Κόγκ εβομβάρδισαν διά δευτέραν φοράν το αεροδρόμιον της Σαϊγκών προκαλέσαντες ζημίας. Δύο Αμερικανοί στρατιώται ετραυματίσθησαν κατά την επίθεσιν. [1009,501,1187,561]
article-body: ΛΟΝΔΙΝΟΝ, 1. — Ρωσσικά αεροπλάνα διήλθον υπεράνω των βρεταννικών ακτών εκτελούντα πτήσεις κατασκοπείας. [223,893,424,929]
article-body: ΑΘΗΝΑΙ, 1. — Ανεκοινώθη ότι εις την Μικράν Βουλήν κατετέθη το νομοθετικόν διάταγμα περί ιδρύσεως πρωτοδικείου. Διά του διατάγματος ρυθμίζονται τα της οργανώσεως και της στελεχώσεως. [8,2115,211,2176]
article-body: Εν συνεχεία διεξήχθη μακρά συζήτησις διά το ειδικόν καθεστώς της Ρόδου. Ετονίσθη ότι η νήσος πρέπει να διατηρήση τα προνόμια τα οποία απολαμβάνει διά την ανάπτυξιν του τουρισμού. [636,1786,813,1847]
article [223,868,424,974]
article-body: ΚΟΝΑΚΡΥ, 1. (Ρώυτερ). — Η κυβέρνησις της Γουινέας ηπείλησεν ότι θα λάβη αυστηρά μέτρα εάν η Γκάνα δεν απελευθερώση τους διπλωμάτας και τους φοιτητάς οι οποίοι συνελήφθησαν εις την Ακκρα. [1199,637,1554,674]
article [223,980,424,1087]
column-rule [631,49,632,2277]
article-body: ΙΝΔΙΑΝΑΠΟΛΙΣ, 1. (Ασ. Πρές). — Ανήρ επεχείρησε να φονεύση την σύζυγόν του διότι αύτη έπασχεν εκ καρκίνου και υπέφερεν. Ο δράστης συνελήφθη υπό της αστυνομίας. [1199,1149,1554,1185]
article [223,368,424,490]
article-body: ΣΑΪΓΚΩΝ, 1. (Ρώυτερ). — Ανταρται Βιέτ Κόγκ εβομβάρδισαν διά δευτέραν φοράν το αεροδρόμιον της Σαϊγκών προκαλέσαντες ζημίας. Δύο Αμερικανοί στρατιώται ετραυματίσθησαν κατά την επίθεσιν. [636,343,813,403]
bottom-article [636,1674,1187,2257]
feature-article [636,771,1187,1698]
article-body: ΑΘΗΝΑΙ, 1. — Η Επιτροπή Εξωτερικού Εμπορίου της Βουλής εξήτασε σήμερον το νομοσχέδιον περί δασμολογικής νομοθεσίας. Οι βουλευταί της Ενώσεως Κέντρου εζήτησαν βελτιώσεις διά την προστασίαν των παραγωγών. [822,1760,1001,1833]
article-body: ΑΘΗΝΑΙ, 1. — Η Επιτροπή Εξωτερικού Εμπορίου της Βουλής εξήτασε σήμερον το νομοσχέδιον περί δασμολογικής νομοθεσίας. Οι βουλευταί της Ενώσεως Κέντρου εζήτησαν βελτιώσεις διά την προστασίαν των παραγωγών. [636,1901,813,1973]
article-headline: ΚΑΤΕΤΕΘΗ ΕΙΣ ΤΗΝ ΜΙΚΡΑΝ ΒΟΥΛΗΝ ΤΟ Ν.Δ. ΠΕΡΙ ΙΔΡΥΣΕΩΣ ΠΡΩΤΟΔΙΚΕΙΟΥ ΕΙΣ ΠΑΝΤΙΤΣΑ [11,1953,208,1988]
article-body: ΠΑΡΙΣΙΟΙ, 1. (Ρώυτερ). — Κατά τον εορτασμόν των Αγίων Πάντων εσημειώθησαν 95 θάνατοι εις οδικά ατυχήματα ανά την Γαλλίαν. [223,410,424,445]
article-body: ΚΑΪΡΟΝ, 1. (Ασ. Πρές). — Οκτώ άτομα εφονεύθησαν συνεπεία καταρρεύσεως τριωρόφου οικοδομής. [223,1230,424,1266]
article-body: ΜΟΣΧΑ, 1. (Ρώυτερ). — Ο γενικός γραμματεύς του Κ.Κ. της Σοβιετικής Ενώσεως κατηγόρησε την Κίναν ότι η στάσις της διευκόλυνε την ένοπλον επέμβασιν των Αμερικανών εις το Νότιον Βιετνάμ. Ο κ. Μπρέζνιεφ ετόνισεν ότι η ενότης του σοσιαλιστικού στρατοπέδου είναι απαραίτητος διά την αντιμετώπισιν της αμερικανικής επιθέσεως. [1009,390,1187,499]
article-body: ΑΘΗΝΑΙ, 1. — Οι παραγωγοί εσπεριδοειδών της Πελοποννήσου διαμαρτύρονται διότι δεν εξηγγέλθησαν εισέτι τα μέτρα προστασίας της παραγωγής των. [8,1791,211,1839]
article-body: Οι Αμερικανοί στρατιωτικοί σύμβουλοι δηλούν ότι η επίθεσις εξεδηλώθη με όλμους. Κατά τας πληροφορίας, ο αριθμός των θυμάτων δεν είναι μέγας, αι ζημίαι όμως είναι σημαντικαί. [1009,326,1187,387]
article-headline: Ο ΥΠΟΥΡΓΟΣ ΤΩΝ ΟΙΚΟΝΟΜΙΚΩΝ ΠΡΟΣΠΑΘΕΙ ΝΑ ΔΙΑΣΚΕΔΑΣΗ ΤΑΣ ΕΝΤΥΠΩΣΕΙΣ ΕΠΙ ΤΟΥ ΚΑΤΑΤΕΘΕΝΤΟΣ ΠΡΟΥΠΟΛΟΓΙΣΜΟΥ [8,1030,211,1083]
article-body: Οι βουλευταί της Ενώσεως Κέντρου ησχολήθησαν με τα προβλήματα της περιφερείας των. Εξετέθησαν αι απόψεις επί των επικαίρων θεμάτων και ελήφθησαν αποφάσεις διά την περαιτέρω δράσιν. [1009,918,1187,978]
article-body: ΑΘΗΝΑΙ, 1. — Οι παραγωγοί εσπεριδοειδών της Πελοποννήσου διαμαρτύρονται διότι δεν εξηγγέλθησαν εισέτι τα μέτρα προστασίας της παραγωγής των. [8,1893,211,1941]
article-body: ΑΘΗΝΑΙ, 1. — Ο υπουργός των Οικονομικών κ. Κ. Μητσοτάκης προέβη σήμερον εις δηλώσεις διά τον κατατεθέντα εις την Βουλήν προϋπολογισμόν του 1966. Ο υπουργός υπεστήριξεν ότι ο προϋπολογισμός είναι ισοσκελισμένος και ότι αι δαπάναι διά τας επενδύσεις αυξάνονται. Επίσης ετόνισεν ότι αι φορολογικαί επιβαρύνσεις δεν θα επηρεάσουν τα λαϊκά στρώματα, αφού αύται αφορούν κυρίως τα είδη πολυτελείας και τα μεγάλα εισοδήματα. [8,1084,211,1206]
article-body: ΠΑΡΙΣΙΟΙ, 1. (Ρώυτερ). — Κατά τον εορτασμόν των Αγίων Πάντων εσημειώθησαν 95 θάνατοι εις οδικά ατυχήματα ανά την Γαλλίαν. [223,448,424,484]
article-body: νια. Ανέμενε τον λόγον. Και αυτή είναι η μεγάλη φιλονικία. Ο νέος καθηγητής μας έλεγεν ότι εάν εγένετο ο σεισμός αυτός, θα ήμεθα πιστοί εις την δημοκρατίαν. Αι δυνάμεις της αντιδράσεως προσπαθούν να κατασυκοφαντήσουν το έργον μας. Αλλά ο λαός γνωρίζει την αλήθειαν και θα δώση την απάντησιν. [636,880,1001,1668]
article [1199,966,1554,1115]
article-body: ΑΘΗΝΑΙ, 1. — Ανεκοινώθη ότι εις την Μικράν Βουλήν κατετέθη το νομοθετικόν διάταγμα περί ιδρύσεως πρωτοδικείου. Διά του διατάγματος ρυθμίζονται τα της οργανώσεως και της στελεχώσεως. [8,2052,211,2113]
arrow-ornament: ▶▶▶ [636,849,677,880]
continuation-note: ΣΥΝΕΧΕΙΑ ΕΚ ΤΗΣ 1ης ΣΕΛΙΔΟΣ [684,860,818,870]
article-body: ΑΘΗΝΑΙ, 1. — Οι παραγωγοί εσπεριδοειδών της Πελοποννήσου διαμαρτύρονται διότι δεν εξηγγέλθησαν εισέτι τα μέτρα προστασίας της παραγωγής των. [8,1842,211,1890]
article-body: ΜΟΣΧΑ, 1. (Ρώυτερ). — Ο γενικός γραμματεύς του Κ.Κ. της Σοβιετικής Ενώσεως κατηγόρησε την Κίναν ότι η στάσις της διευκόλυνε την ένοπλον επέμβασιν των Αμερικανών εις το Νότιον Βιετνάμ. Ο κ. Μπρέζνιεφ ετόνισεν ότι η ενότης του σοσιαλιστικού στρατοπέδου είναι απαραίτητος διά την αντιμετώπισιν της αμερικανικής επιθέσεως. [636,215,813,324]
article-subheadline: ΠΑΡΕΣΧΕΝ ΕΠΙΣΗΜΟΝ ΔΙΑΒΕΒΑΙΩΣΙΝ ΕΙΣ ΤΑΣ ΑΡΧΑΣ ΤΗΣ ΛΕΥΚΩΣΙΑΣ [10,267,209,304]
article-body: Ο κ. Παπανδρέου κατέληξε τονίσας ότι η Ενωσις Κέντρου θα συνεχίση τον αγώνα της διά την αποκατάστασιν της δημοκρατικής ομαλότητος. Η συγκέντρωσις εξελίχθη ομαλώς και το πλήθος επευφήμησε τον αρχηγόν. [636,1088,813,1161]
article-body: ΑΘΗΝΑΙ, 1. — Κατά την μελέτην του υπουργείου Γεωργίας προβλέπεται διπλασιασμός του κτηνοτροφικού εισοδήματος εις την Βόρειον Ελλάδα εντός πενταετίας. [1199,904,1554,928]
article-body: ΑΘΗΝΑΙ, 1. — Παράτασιν της προθεσμίας διά την ίδρυσιν χαλυβουργείου εν Θεσσαλονίκη θα χορηγήση η κυβέρνησις εις την εταιρίαν Πάππας, ως ανεκοινώθη σήμερον. Αι εργασίαι θα αρχίσουν εντός του προσεχούς έτους κατόπιν συμφωνίας μετά του υπουργείου Συντονισμού. [8,870,211,943]
column-rule [1193,49,1194,2277]
article-headline: Δολιοφθορείς θα εξετροχίαζον σιδηροδρομικόν συρμόν με επιβάτας ερυθροφρουρούς [1218,51,1535,111]
article [1199,1120,1554,1268]
article-body: Ο υπουργός απήντησεν ότι η κυβέρνησις θα μελετήση τας προτάσεις των βουλευτών και θα φέρη τροπολογίαν. Η συζήτησις θα συνεχισθή την προσεχή εβδομάδα. [822,2087,1001,2136]
article-headline: Ο κ. ΘΑΝΤ ΕΞΑΡΤΑ ΤΗΝ ΥΠΟΨΗΦΙΟΤΗΤΑ ΤΟΥ ΕΚ ΤΗΣ ΕΙΡΗΝΕΥΣΕΩΣ ΕΙΣ ΤΗΝ ΑΠΩ ΑΝΑΤΟΛΗΝ [241,52,405,103]
article [8,51,211,735]
article [223,643,424,750]
article-body: Ο υπουργός απήντησεν ότι η κυβέρνησις θα μελετήση τας προτάσεις των βουλευτών και θα φέρη τροπολογίαν. Η συζήτησις θα συνεχισθή την προσεχή εβδομάδα. [822,1899,1001,1947]
article-body: Ο κ. Παπανδρέου κατέληξε τονίσας ότι η Ενωσις Κέντρου θα συνεχίση τον αγώνα της διά την αποκατάστασιν της δημοκρατικής ομαλότητος. Η συγκέντρωσις εξελίχθη ομαλώς και το πλήθος επευφήμησε τον αρχηγόν. [636,1429,813,1502]
article-headline: Η ΓΟΥΙΝΕΑ ΗΠΕΙΛΗΣΕ ΝΑ ΛΑΒΗ ΑΥΣΤΗΡΑ ΜΕΤΡΑ ΑΝ Η ΓΚΑΝΑ ΔΕΝ ΑΠΕΛΕΥΘΕΡΩΣΗ ΑΜΕΣΩΣ ΤΟΥΣ ΣΥΛΛΗΦΘΕΝΤΑΣ ΔΙΠΛΩΜΑΤΑΣ ΚΑΙ ΤΟΥΣ ΦΟΙΤΗΤΑΣ [1203,503,1550,543]
article-headline: ΚΑΤΕΠΟΝΤΙΣΘΗ ΤΟΥΡΚΙΚΟΝ ΠΟΡΘΜΕΙΟΝ ΚΑΤΟΠΙΝ ΣΥΓΚΡΟΥΣΕΩΣ ΜΕ ΡΩΣΣΙΚΟΝ ΦΟΡΤΗΓΟΝ [230,497,416,531]
article-body: Οι Αμερικανοί στρατιωτικοί σύμβουλοι δηλούν ότι η επίθεσις εξεδηλώθη με όλμους. Κατά τας πληροφορίας, ο αριθμός των θυμάτων δεν είναι μέγας, αι ζημίαι όμως είναι σημαντικαί. [822,275,1001,336]
article-body: ΚΑΡΑΤΣΙ, 1. (Ρώυτερ). — Ο πρόεδρος Μπούντο εζήτησε από τον πρόεδρον Σοεκάρνο να μετατρέψη την ποινήν του καταδικασθέντος. Αι ινδονησιακαί αρχαί ανεκοίνωσαν ότι όλοι οι ηγέται του κομμουνιστικού κόμματος θα παραπεμφθούν εις δίκην. [1199,455,1554,491]
article-headline: ΤΕΡΑΣΤΙΑ ΠΥΡΚΑΓΙΑ ΕΙΣ ΔΑΣΙΚΗΝ ΕΚΤΑΣΙΝ ΑΠΕΙΛΕΙ ΝΟΣΟΚΟΜΕΙΟΝ ΤΗΣ ΚΑΛΙΦΟΡΝΙΑΣ [1231,966,1522,994]
article [1199,503,1554,680]
